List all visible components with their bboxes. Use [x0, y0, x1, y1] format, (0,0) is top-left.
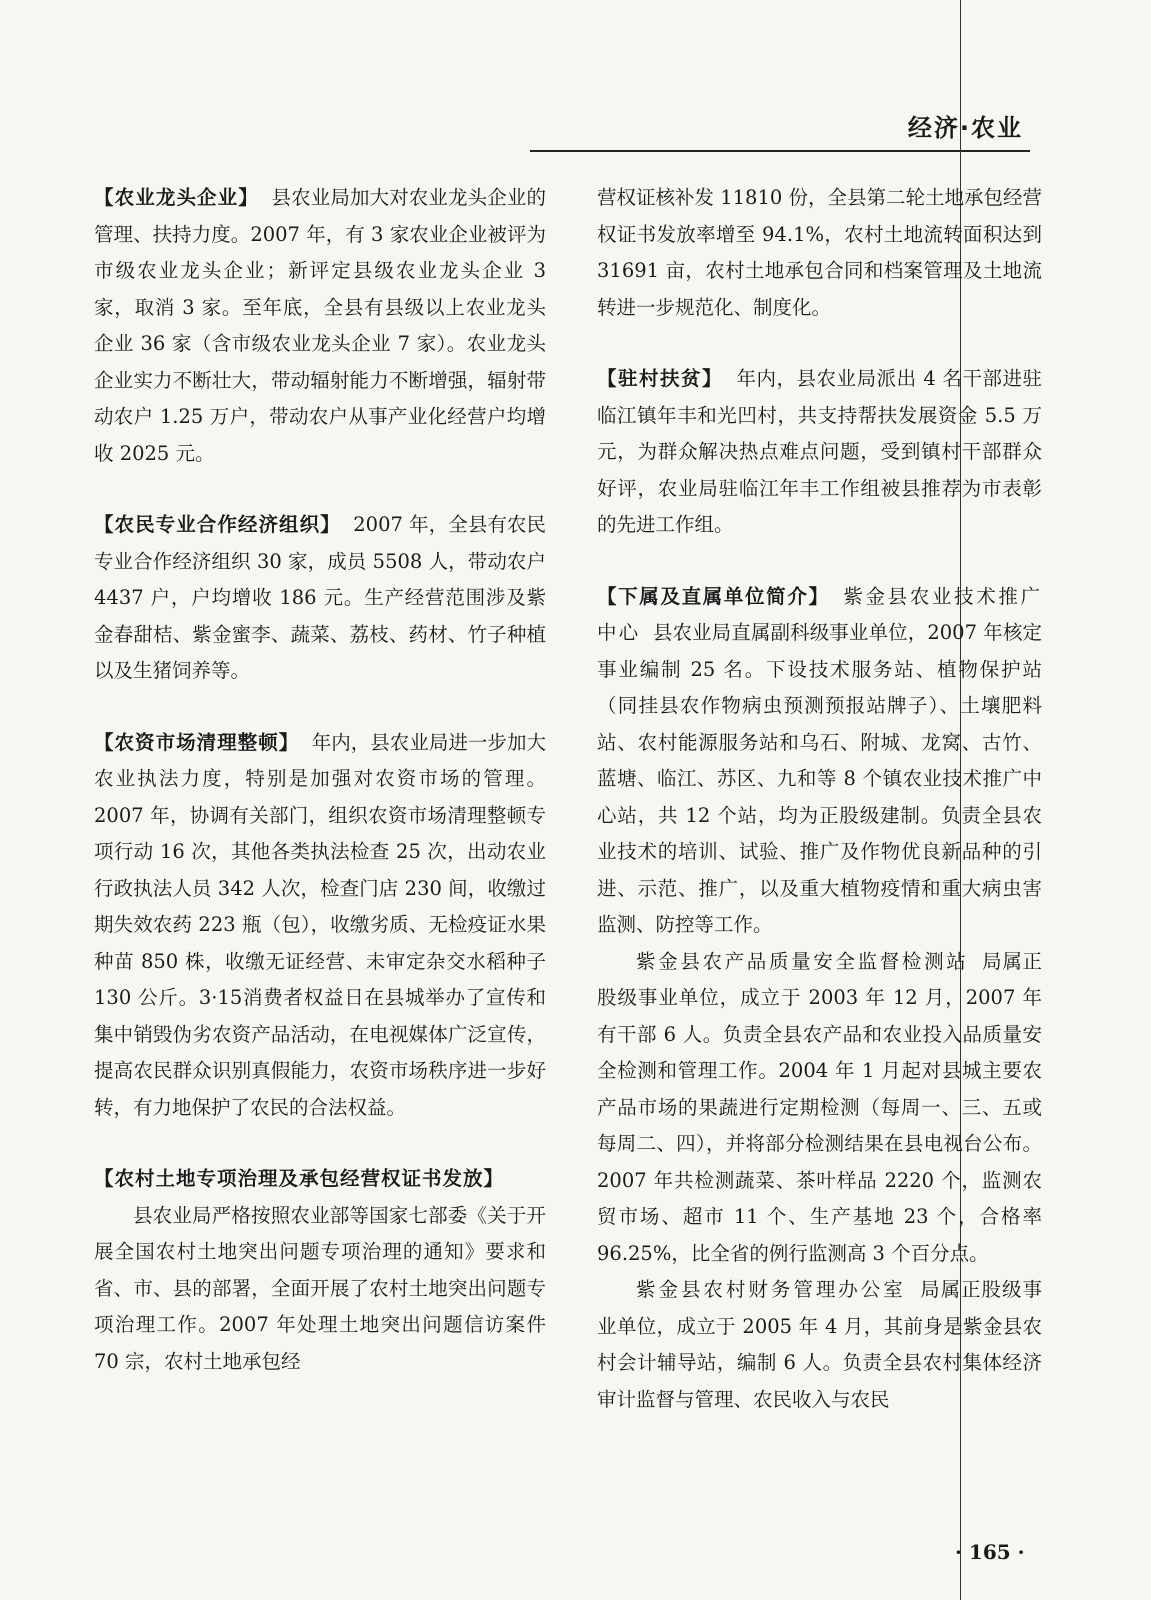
continuation-text: 营权证核补发 11810 份，全县第二轮土地承包经营权证书发放率增至 94.1%，农村土地流转面积达到 31691 亩，农村土地承包合同和档案管理及土地流转进一步规范化、制度化。: [597, 186, 1042, 319]
section-village-poverty-aid: [597, 361, 1042, 544]
section-body: 年内，县农业局进一步加大农业执法力度，特别是加强对农资市场的管理。2007 年，协调有关部门，组织农资市场清理整顿专项行动 16 次，其他各类执法检查 25 次，出动农业行政执法人员 342 人次，检查门店 230 间，收缴过期失效农药 223 瓶（包），收缴劣质、无检疫证水果种苗 850 株，收缴无证经营、未审定杂交水稻种子 130 公斤。3·15消费者权益日在县城举办了宣传和集中销毁伪劣农资产品活动，在电视媒体广泛宣传，提高农民群众识别真假能力，农资市场秩序进一步好转，有力地保护了农民的合法权益。: [94, 730, 546, 1119]
header-rule: [530, 150, 1030, 152]
subunit-paragraph: [597, 1272, 1042, 1418]
section-body: 年内，县农业局派出 4 名干部进驻临江镇年丰和光凹村，共支持帮扶发展资金 5.5 万元，为群众解决热点难点问题，受到镇村干部群众好评，农业局驻临江年丰工作组被县推荐为市表彰的先进工作组。: [597, 367, 1042, 536]
unit-name: 紫金县农村财务管理办公室: [636, 1278, 906, 1301]
section-heading: 【驻村扶贫】: [597, 367, 724, 390]
section-body: 县农业局严格按照农业部等国家七部委《关于开展全国农村土地突出问题专项治理的通知》要求和省、市、县的部署，全面开展了农村土地突出问题专项治理工作。2007 年处理土地突出问题信访案件 70 宗，农村土地承包经: [94, 1203, 546, 1373]
running-header: 经济·农业: [907, 114, 1023, 142]
right-column: [597, 180, 1042, 1418]
section-land-governance: [94, 1161, 546, 1380]
section-subordinate-units: [597, 579, 1042, 1419]
left-column: [94, 180, 546, 1415]
page-number: · 165 ·: [955, 1540, 1025, 1564]
subunit-paragraph: [597, 944, 1042, 1273]
unit-name: 紫金县农业技术推广中心: [597, 584, 1042, 644]
unit-name: 紫金县农产品质量安全监督检测站: [636, 949, 969, 973]
section-body: 县农业局加大对农业龙头企业的管理、扶持力度。2007 年，有 3 家农业企业被评为市级农业龙头企业；新评定县级农业龙头企业 3 家，取消 3 家。至年底，全县有县级以上农业龙头企业 36 家（含市级农业龙头企业 7 家）。农业龙头企业实力不断壮大，带动辐射能力不断增强，辐射带动农户 1.25 万户，带动农户从事产业化经营户均增收 2025 元。: [94, 186, 546, 465]
unit-body: 局属正股级事业单位，成立于 2005 年 4 月，其前身是紫金县农村会计辅导站，编制 6 人。负责全县农村集体经济审计监督与管理、农民收入与农民: [597, 1278, 1042, 1411]
section-agri-leading-enterprises: [94, 180, 546, 472]
unit-body: 局属正股级事业单位，成立于 2003 年 12 月，2007 年有干部 6 人。负责全县农产品和农业投入品质量安全检测和管理工作。2004 年 1 月起对县城主要农产品市场的果蔬进行定期检测（每周一、三、五或每周二、四），并将部分检测结果在县电视台公布。2007 年共检测蔬菜、茶叶样品 2220 个，监测农贸市场、超市 11 个、生产基地 23 个，合格率 96.25%，比全省的例行监测高 3 个百分点。: [597, 949, 1042, 1265]
section-farmer-cooperatives: [94, 507, 546, 690]
section-heading: 【农资市场清理整顿】: [94, 730, 300, 754]
section-heading: 【农村土地专项治理及承包经营权证书发放】: [94, 1167, 505, 1190]
section-body: 2007 年，全县有农民专业合作经济组织 30 家，成员 5508 人，带动农户 4437 户，户均增收 186 元。生产经营范围涉及紫金春甜桔、紫金蜜李、蔬菜、荔枝、药材、竹子种植以及生猪饲养等。: [94, 513, 546, 682]
section-body: 县农业局直属副科级事业单位，2007 年核定事业编制 25 名。下设技术服务站、植物保护站（同挂县农作物病虫预测预报站牌子）、土壤肥料站、农村能源服务站和乌石、附城、龙窝、古竹、蓝塘、临江、苏区、九和等 8 个镇农业技术推广中心站，共 12 个站，均为正股级建制。负责全县农业技术的培训、试验、推广及作物优良新品种的引进、示范、推广，以及重大植物疫情和重大病虫害监测、防控等工作。: [597, 621, 1042, 936]
section-heading: 【下属及直属单位简介】: [597, 584, 830, 608]
section-heading: 【农业龙头企业】: [94, 186, 259, 209]
section-land-continuation: [597, 180, 1042, 326]
section-agri-input-market: [94, 725, 546, 1127]
section-heading: 【农民专业合作经济组织】: [94, 513, 341, 536]
